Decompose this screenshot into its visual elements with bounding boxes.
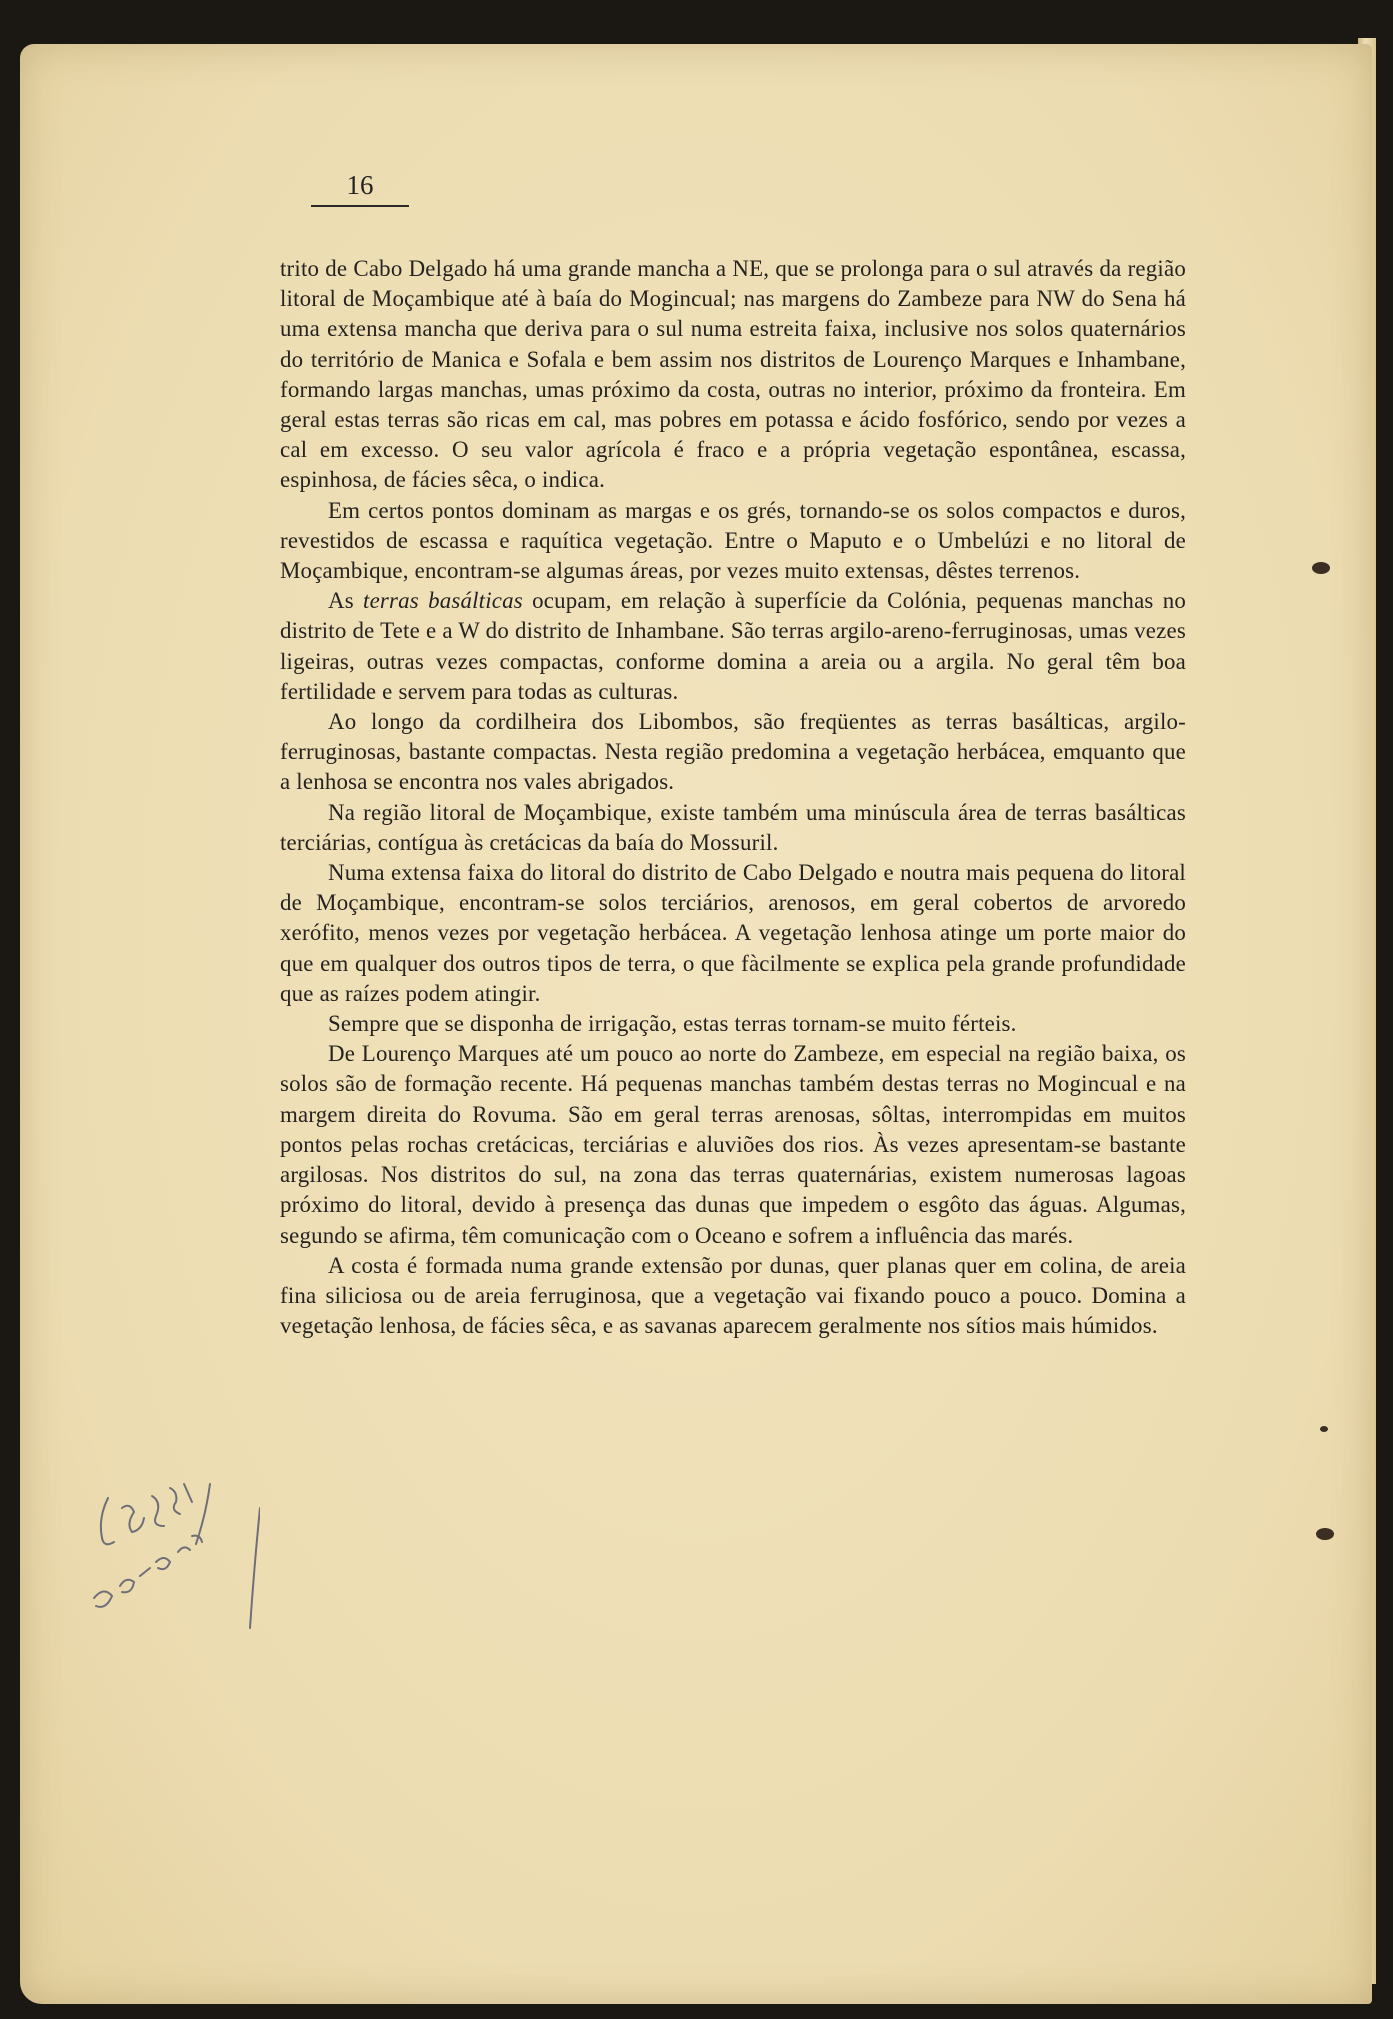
paragraph-lead: As [328,588,364,614]
ink-spot [1320,1426,1328,1432]
paragraph: A costa é formada numa grande extensão por dunas, quer planas quer em colina, de areia fina siliciosa ou de areia ferruginosa, que a vegetação vai fixando pouco a pouco. Domina a vegetação lenhosa, de fácies sêca, e as savanas aparecem geralmente nos sítios mais húmidos. [280,1252,1186,1339]
paragraph-rest: ocupam, em relação à superfície da Colónia, pequenas manchas no distrito de Tete e a W do distrito de Inhambane. São terras argilo-areno-ferruginosas, umas vezes ligeiras, outras vezes compactas, conforme domina a areia ou a argila. No geral têm boa fertilidade e servem para todas as culturas. [280,588,1186,704]
paragraph: Sempre que se disponha de irrigação, estas terras tornam-se muito férteis. [328,1011,1017,1037]
paragraph: Ao longo da cordilheira dos Libombos, são freqüentes as terras basálticas, argilo-ferruginosas, bastante compactas. Nesta região predomina a vegetação herbácea, emquanto que a lenhosa se encontra nos vales abrigados. [280,709,1186,795]
paragraph: De Lourenço Marques até um pouco ao norte do Zambeze, em especial na região baixa, os solos são de formação recente. Há pequenas manchas também destas terras no Mogincual e na margem direita do Rovuma. São em geral terras arenosas, sôltas, interrompidas em muitos pontos pelas rochas cretácicas, terciárias e aluviões dos rios. Às vezes apresentam-se bastante argilosas. Nos distritos do sul, na zona das terras quaternárias, existem numerosas lagoas próximo do litoral, devido à presença das dunas que impedem o esgôto das águas. Algumas, segundo se afirma, têm comunicação com o Oceano e sofrem a influência das marés. [280,1041,1186,1248]
ink-spot [1316,1528,1334,1540]
page-body [280,254,1186,1341]
paragraph: Em certos pontos dominam as margas e os grés, tornando-se os solos compactos e duros, revestidos de escassa e raquítica vegetação. Entre o Maputo e o Umbelúzi e no litoral de Moçambique, encontram-se algumas áreas, por vezes muito extensas, dêstes terrenos. [280,497,1186,584]
paragraph: Na região litoral de Moçambique, existe também uma minúscula área de terras basálticas terciárias, contígua às cretácicas da baía do Mossuril. [280,799,1186,855]
paragraph: trito de Cabo Delgado há uma grande mancha a NE, que se prolonga para o sul através da região litoral de Moçambique até à baía do Mogincual; nas margens do Zambeze para NW do Sena há uma extensa mancha que deriva para o sul numa estreita faixa, inclusive nos solos quaternários do território de Manica e Sofala e bem assim nos distritos de Lourenço Marques e Inhambane, formando largas manchas, umas próximo da costa, outras no interior, próximo da fronteira. Em geral estas terras são ricas em cal, mas pobres em potassa e ácido fosfórico, sendo por vezes a cal em excesso. O seu valor agrícola é fraco e a própria vegetação espontânea, escassa, espinhosa, de fácies sêca, o indica. [280,256,1186,493]
ink-spot [1312,562,1330,574]
emphasis: terras basálticas [363,588,523,614]
paragraph: Numa extensa faixa do litoral do distrito de Cabo Delgado e noutra mais pequena do litoral de Moçambique, encontram-se solos terciários, arenosos, em geral cobertos de arvoredo xerófito, menos vezes por vegetação herbácea. A vegetação lenhosa atinge um porte maior do que em qualquer dos outros tipos de terra, o que fàcilmente se explica pela grande profundidade que as raízes podem atingir. [280,860,1186,1006]
pencil-margin-note [60,1478,260,1638]
paragraph [280,586,1186,707]
page-number: 16 [311,170,409,207]
